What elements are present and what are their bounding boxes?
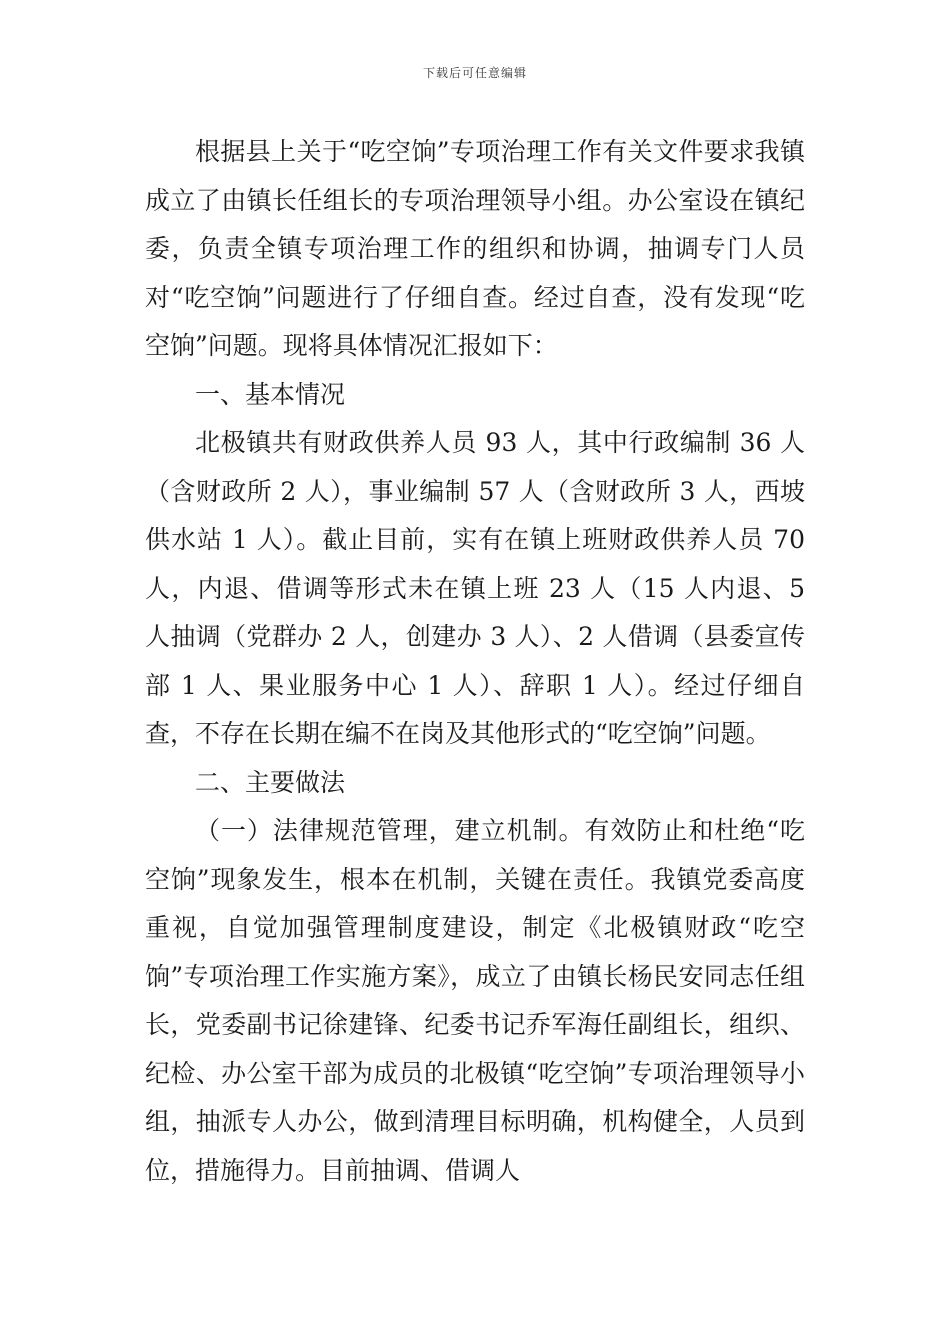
page-header-note: 下载后可任意编辑 (422, 66, 527, 80)
paragraph-intro: 根据县上关于“吃空饷”专项治理工作有关文件要求我镇成立了由镇长任组长的专项治理领导小组。办公室设在镇纪委，负责全镇专项治理工作的组织和协调，抽调专门人员对“吃空饷”问题进行了仔细自查。经过自查，没有发现“吃空饷”问题。现将具体情况汇报如下： (145, 137, 805, 360)
paragraph-basic-situation: 北极镇共有财政供养人员 93 人，其中行政编制 36 人（含财政所 2 人），事业编制 57 人（含财政所 3 人，西坡供水站 1 人）。截止目前，实有在镇上班财政供养人员 70 人，内退、借调等形式未在镇上班 23 人（15 人内退、5 人抽调（党群办 2 人，创建办 3 人）、2 人借调（县委宣传部 1 人、果业服务中心 1 人）、辞职 1 人）。经过仔细自查，不存在长期在编不在岗及其他形式的“吃空饷”问题。 (145, 428, 805, 748)
paragraph-main-practices-1: （一）法律规范管理，建立机制。有效防止和杜绝“吃空饷”现象发生，根本在机制，关键在责任。我镇党委高度重视，自觉加强管理制度建设，制定《北极镇财政“吃空饷”专项治理工作实施方案》，成立了由镇长杨民安同志任组长，党委副书记徐建锋、纪委书记乔军海任副组长，组织、纪检、办公室干部为成员的北极镇“吃空饷”专项治理领导小组，抽派专人办公，做到清理目标明确，机构健全，人员到位，措施得力。目前抽调、借调人 (145, 816, 805, 1185)
document-body (145, 128, 805, 1195)
section-heading-basic-situation: 一、基本情况 (195, 379, 346, 409)
section-heading-main-practices: 二、主要做法 (195, 767, 346, 797)
